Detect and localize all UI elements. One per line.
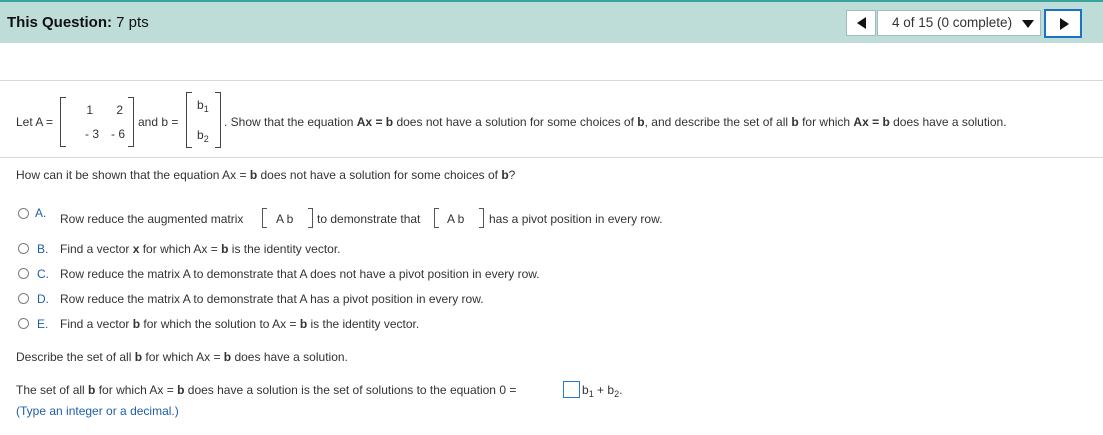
question-progress-text: 4 of 15 (0 complete) [892,15,1013,30]
matrix-cell: 1 [86,103,93,117]
let-a-label: Let A = [16,115,54,129]
vector-entry-b1: $b_1$ [197,98,209,114]
option-e-text: Find a vector b for which the solution to Ax = b is the identity vector. [60,317,420,331]
option-letter: D. [37,292,49,306]
augmented-matrix: A b [276,212,294,226]
matrix-left-bracket [60,97,66,147]
problem-statement: . Show that the equation Ax = b does not have a solution for some choices of b, and describe the set of all b for which Ax = b does have a solution. [224,115,1007,129]
option-a-text-1: Row reduce the augmented matrix [60,212,244,226]
previous-question-button[interactable] [846,10,876,36]
next-question-button[interactable] [1044,9,1082,38]
option-letter: C. [37,267,49,281]
vector-right-bracket [215,92,221,148]
question-header-bar [0,0,1103,43]
question-text: How can it be shown that the equation Ax = b does not have a solution for some choices of b? [16,168,516,182]
vector-entry-b2: $b_2$ [197,128,209,144]
option-a-text-2: to demonstrate that [317,212,421,226]
chevron-down-icon [1022,20,1034,28]
divider [0,80,1103,81]
augmented-right-bracket [479,208,484,228]
option-letter: A. [35,206,47,220]
answer-input[interactable] [563,381,580,398]
augmented-right-bracket [308,208,313,228]
divider [0,157,1103,158]
option-a-text-3: has a pivot position in every row. [489,212,663,226]
question-text: Describe the set of all b for which Ax = b does have a solution. [16,350,348,364]
question-selector-dropdown[interactable] [877,10,1041,36]
option-c-radio[interactable] [18,268,29,279]
vector-left-bracket [186,92,192,148]
matrix-cell: - 3 [84,127,99,141]
option-e-radio[interactable] [18,318,29,329]
option-a-radio[interactable] [18,208,29,219]
matrix-right-bracket [128,97,134,147]
answer-prompt: The set of all b for which Ax = b does have a solution is the set of solutions to the equation 0 = [16,383,517,397]
option-b-text: Find a vector x for which Ax = b is the identity vector. [60,242,341,256]
augmented-left-bracket [262,208,267,228]
augmented-matrix: A b [447,212,465,226]
option-b-radio[interactable] [18,243,29,254]
question-points: This Question: 7 pts [7,14,149,31]
augmented-left-bracket [434,208,439,228]
matrix-cell: - 6 [110,127,125,141]
answer-tail: $b_1 + b_2$. [582,383,623,399]
option-letter: B. [37,242,49,256]
option-d-radio[interactable] [18,293,29,304]
and-b-label: and b = [138,115,179,129]
option-d-text: Row reduce the matrix A to demonstrate that A has a pivot position in every row. [60,292,484,306]
answer-hint: (Type an integer or a decimal.) [16,404,179,418]
matrix-cell: 2 [116,103,123,117]
option-letter: E. [37,317,49,331]
option-c-text: Row reduce the matrix A to demonstrate that A does not have a pivot position in every row. [60,267,540,281]
